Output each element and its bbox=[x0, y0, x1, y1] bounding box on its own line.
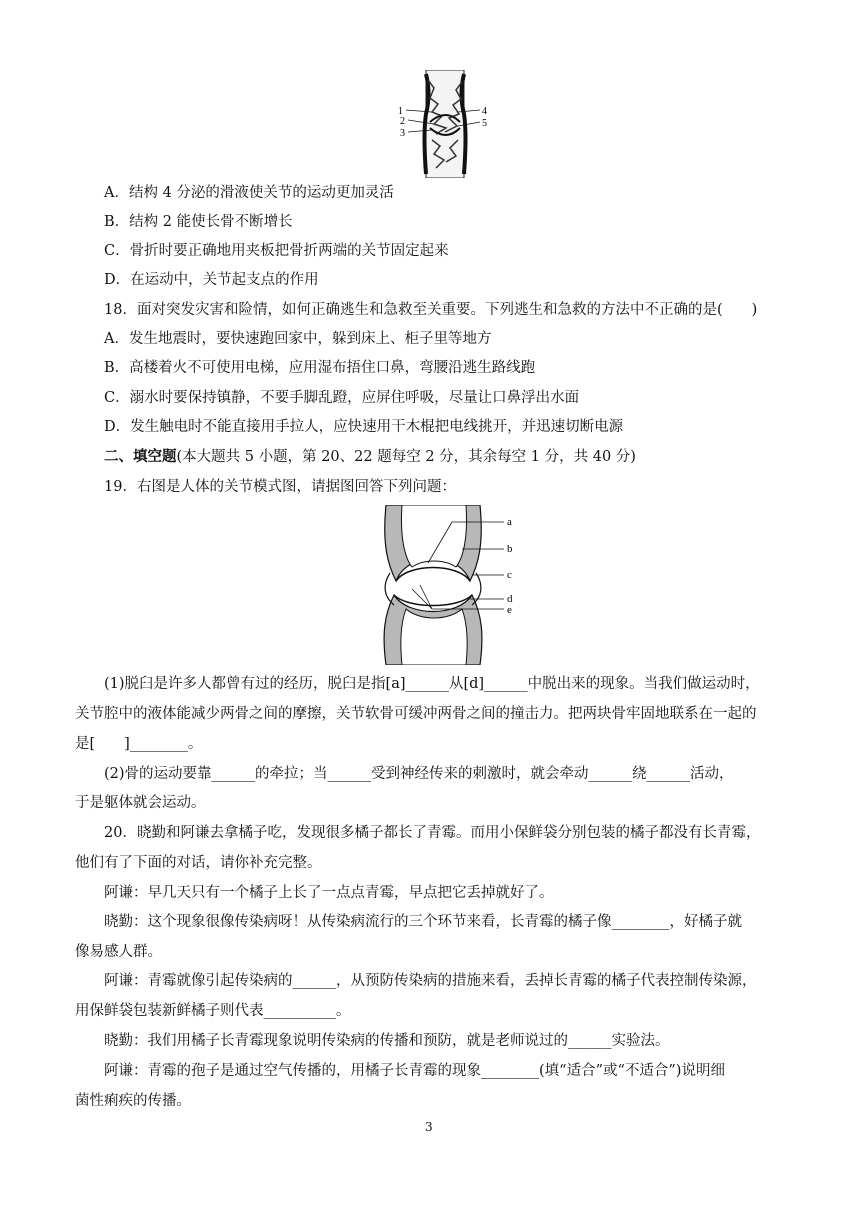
figure2-label-c: c bbox=[507, 569, 512, 581]
q20-line-6: 阿谦：青霉就像引起传染病的______，从预防传染病的措施来看，丢掉长青霉的橘子代表控制传染源， bbox=[104, 973, 757, 989]
q18-option-c: C．溺水时要保持镇静，不要手脚乱蹬，应屏住呼吸，尽量让口鼻浮出水面 bbox=[104, 390, 580, 406]
joint-figure-2 bbox=[372, 505, 522, 665]
figure1-label-1: 1 bbox=[398, 106, 403, 117]
q18-option-a: A．发生地震时，要快速跑回家中，躲到床上、柜子里等地方 bbox=[104, 331, 492, 347]
q20-line-5: 像易感人群。 bbox=[75, 944, 162, 960]
figure2-label-a: a bbox=[507, 516, 512, 528]
joint-figure-1 bbox=[396, 70, 496, 178]
q20-line-10: 菌性痢疾的传播。 bbox=[75, 1093, 191, 1109]
q19-line-1: (1)脱臼是许多人都曾有过的经历，脱臼是指[a]______从[d]______中脱出来的现象。当我们做运动时， bbox=[104, 676, 760, 692]
figure2-label-d: d bbox=[507, 593, 513, 605]
q20-line-7: 用保鲜袋包装新鲜橘子则代表__________。 bbox=[75, 1003, 351, 1019]
q19-line-5: 于是躯体就会运动。 bbox=[75, 795, 206, 811]
q20-line-2: 他们有了下面的对话，请你补充完整。 bbox=[75, 855, 322, 871]
q20-line-4: 晓勤：这个现象很像传染病呀！从传染病流行的三个环节来看，长青霉的橘子像________，好橘子就 bbox=[104, 914, 742, 930]
figure1-label-3: 3 bbox=[400, 128, 405, 139]
q18-stem: 18．面对突发灾害和险情，如何正确逃生和急救至关重要。下列逃生和急救的方法中不正确的是( ) bbox=[104, 302, 758, 318]
page-number: 3 bbox=[425, 1120, 433, 1134]
figure1-label-2: 2 bbox=[400, 116, 405, 127]
q20-line-8: 晓勤：我们用橘子长青霉现象说明传染病的传播和预防，就是老师说过的______实验法。 bbox=[104, 1033, 670, 1049]
q19-stem: 19．右图是人体的关节模式图，请据图回答下列问题： bbox=[104, 479, 456, 495]
q20-line-1: 20．晓勤和阿谦去拿橘子吃，发现很多橘子都长了青霉。而用小保鲜袋分别包装的橘子都没有长青霉， bbox=[104, 825, 761, 841]
q19-line-4: (2)骨的运动要靠______的牵拉；当______受到神经传来的刺激时，就会牵动______绕______活动， bbox=[104, 766, 734, 782]
q20-line-9: 阿谦：青霉的孢子是通过空气传播的，用橘子长青霉的现象________(填“适合”或“不适合”)说明细 bbox=[104, 1063, 725, 1079]
q17-option-d: D．在运动中，关节起支点的作用 bbox=[104, 272, 319, 288]
q18-option-b: B．高楼着火不可使用电梯，应用湿布捂住口鼻，弯腰沿逃生路线跑 bbox=[104, 360, 536, 376]
q19-line-2: 关节腔中的液体能减少两骨之间的摩擦，关节软骨可缓冲两骨之间的撞击力。把两块骨牢固地联系在一起的 bbox=[75, 706, 757, 722]
section2-note: (本大题共 5 小题，第 20、22 题每空 2 分，其余每空 1 分，共 40 分) bbox=[176, 449, 636, 465]
q17-option-c: C．骨折时要正确地用夹板把骨折两端的关节固定起来 bbox=[104, 243, 449, 259]
section2-heading bbox=[104, 448, 636, 466]
figure2-label-b: b bbox=[507, 543, 513, 555]
figure1-label-4: 4 bbox=[482, 106, 487, 117]
q17-option-b: B．结构 2 能使长骨不断增长 bbox=[104, 214, 293, 230]
figure1-label-5: 5 bbox=[482, 118, 487, 129]
q18-option-d: D．发生触电时不能直接用手拉人，应快速用干木棍把电线挑开，并迅速切断电源 bbox=[104, 419, 624, 435]
section2-title: 二、填空题 bbox=[104, 448, 177, 465]
figure2-label-e: e bbox=[507, 604, 512, 616]
q17-option-a: A．结构 4 分泌的滑液使关节的运动更加灵活 bbox=[104, 185, 394, 201]
q20-line-3: 阿谦：早几天只有一个橘子上长了一点点青霉，早点把它丢掉就好了。 bbox=[104, 885, 554, 901]
q19-line-3: 是[ ]________。 bbox=[75, 736, 203, 752]
